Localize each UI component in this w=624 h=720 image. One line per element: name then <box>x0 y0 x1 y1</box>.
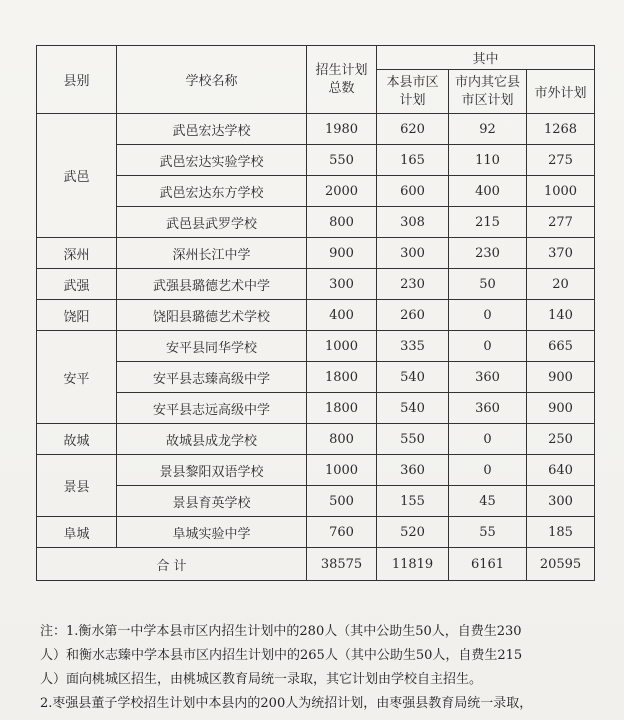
total-cell: 1980 <box>307 114 377 145</box>
city-cell: 45 <box>449 486 527 517</box>
outside-cell: 640 <box>527 455 595 486</box>
header-group: 其中 <box>377 46 595 70</box>
total-cell: 300 <box>307 269 377 300</box>
header-total: 招生计划总数 <box>307 46 377 114</box>
outside-cell: 275 <box>527 145 595 176</box>
school-cell: 安平县志臻高级中学 <box>117 362 307 393</box>
table-row <box>37 238 595 269</box>
county-cell: 景县 <box>37 455 117 517</box>
local-cell: 308 <box>377 207 449 238</box>
total-cell: 1800 <box>307 393 377 424</box>
table-header-row <box>37 46 595 70</box>
school-cell: 深州长江中学 <box>117 238 307 269</box>
county-cell: 深州 <box>37 238 117 269</box>
table-row <box>37 145 595 176</box>
header-school: 学校名称 <box>117 46 307 114</box>
total-cell: 760 <box>307 517 377 548</box>
city-cell: 400 <box>449 176 527 207</box>
county-cell: 安平 <box>37 331 117 424</box>
table-row <box>37 517 595 548</box>
note-line: 人）和衡水志臻中学本县市区内招生计划中的265人（其中公助生50人，自费生215 <box>40 648 523 663</box>
table-row <box>37 207 595 238</box>
local-cell: 550 <box>377 424 449 455</box>
total-cell: 1800 <box>307 362 377 393</box>
outside-cell: 900 <box>527 362 595 393</box>
school-cell: 阜城实验中学 <box>117 517 307 548</box>
outside-cell: 140 <box>527 300 595 331</box>
header-county: 县别 <box>37 46 117 114</box>
total-cell: 1000 <box>307 455 377 486</box>
school-cell: 武邑宏达学校 <box>117 114 307 145</box>
city-cell: 0 <box>449 300 527 331</box>
outside-cell: 370 <box>527 238 595 269</box>
outside-cell: 665 <box>527 331 595 362</box>
city-cell: 0 <box>449 455 527 486</box>
city-cell: 230 <box>449 238 527 269</box>
school-cell: 故城县成龙学校 <box>117 424 307 455</box>
school-cell: 武邑宏达实验学校 <box>117 145 307 176</box>
table-total-row <box>37 548 595 581</box>
local-cell: 230 <box>377 269 449 300</box>
table-row <box>37 424 595 455</box>
local-cell: 260 <box>377 300 449 331</box>
local-cell: 165 <box>377 145 449 176</box>
local-cell: 300 <box>377 238 449 269</box>
note-line: 2.枣强县董子学校招生计划中本县内的200人为统招计划，由枣强县教育局统一录取， <box>40 696 533 711</box>
sum-city-cell: 6161 <box>449 548 527 581</box>
outside-cell: 20 <box>527 269 595 300</box>
note-line: 人）面向桃城区招生，由桃城区教育局统一录取，其它计划由学校自主招生。 <box>40 672 483 687</box>
county-cell: 武强 <box>37 269 117 300</box>
city-cell: 215 <box>449 207 527 238</box>
city-cell: 110 <box>449 145 527 176</box>
city-cell: 55 <box>449 517 527 548</box>
county-cell: 饶阳 <box>37 300 117 331</box>
local-cell: 600 <box>377 176 449 207</box>
table-row <box>37 114 595 145</box>
local-cell: 360 <box>377 455 449 486</box>
local-cell: 335 <box>377 331 449 362</box>
county-cell: 武邑 <box>37 114 117 238</box>
local-cell: 620 <box>377 114 449 145</box>
enrollment-plan-table <box>36 45 595 581</box>
outside-cell: 277 <box>527 207 595 238</box>
outside-cell: 300 <box>527 486 595 517</box>
total-cell: 2000 <box>307 176 377 207</box>
sum-local-cell: 11819 <box>377 548 449 581</box>
total-label: 合 计 <box>37 548 307 581</box>
school-cell: 景县黎阳双语学校 <box>117 455 307 486</box>
total-cell: 400 <box>307 300 377 331</box>
city-cell: 92 <box>449 114 527 145</box>
school-cell: 武邑县武罗学校 <box>117 207 307 238</box>
table-row <box>37 455 595 486</box>
local-cell: 540 <box>377 362 449 393</box>
table-row <box>37 393 595 424</box>
county-cell: 阜城 <box>37 517 117 548</box>
sum-outside-cell: 20595 <box>527 548 595 581</box>
table-row <box>37 486 595 517</box>
school-cell: 饶阳县璐德艺术学校 <box>117 300 307 331</box>
school-cell: 景县育英学校 <box>117 486 307 517</box>
school-cell: 安平县志远高级中学 <box>117 393 307 424</box>
notes-section <box>40 620 600 716</box>
table-row <box>37 176 595 207</box>
total-cell: 800 <box>307 207 377 238</box>
total-cell: 500 <box>307 486 377 517</box>
city-cell: 0 <box>449 424 527 455</box>
note-line: 注：1.衡水第一中学本县市区内招生计划中的280人（其中公助生50人，自费生230 <box>40 624 522 639</box>
city-cell: 360 <box>449 362 527 393</box>
city-cell: 50 <box>449 269 527 300</box>
table-row <box>37 331 595 362</box>
table-row <box>37 300 595 331</box>
local-cell: 540 <box>377 393 449 424</box>
school-cell: 武强县璐德艺术中学 <box>117 269 307 300</box>
outside-cell: 185 <box>527 517 595 548</box>
total-cell: 900 <box>307 238 377 269</box>
outside-cell: 1000 <box>527 176 595 207</box>
school-cell: 武邑宏达东方学校 <box>117 176 307 207</box>
local-cell: 155 <box>377 486 449 517</box>
school-cell: 安平县同华学校 <box>117 331 307 362</box>
county-cell: 故城 <box>37 424 117 455</box>
total-cell: 800 <box>307 424 377 455</box>
outside-cell: 900 <box>527 393 595 424</box>
table-row <box>37 269 595 300</box>
total-cell: 550 <box>307 145 377 176</box>
city-cell: 0 <box>449 331 527 362</box>
header-city-other: 市内其它县市区计划 <box>449 70 527 114</box>
table-row <box>37 362 595 393</box>
city-cell: 360 <box>449 393 527 424</box>
sum-total-cell: 38575 <box>307 548 377 581</box>
header-local: 本县市区计划 <box>377 70 449 114</box>
outside-cell: 250 <box>527 424 595 455</box>
total-cell: 1000 <box>307 331 377 362</box>
outside-cell: 1268 <box>527 114 595 145</box>
local-cell: 520 <box>377 517 449 548</box>
header-outside: 市外计划 <box>527 70 595 114</box>
